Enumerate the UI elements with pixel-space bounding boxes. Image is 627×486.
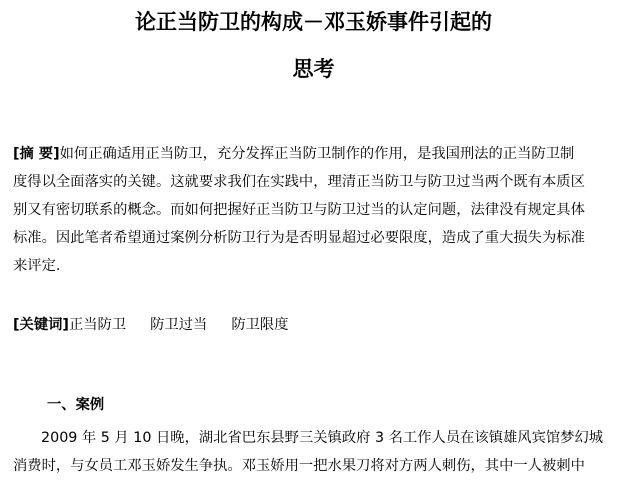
abstract-section: [13, 140, 613, 280]
abstract-line: 标准。因此笔者希望通过案例分析防卫行为是否明显超过必要限度，造成了重大损失为标准: [13, 230, 585, 246]
abstract-text: 如何正确适用正当防卫，充分发挥正当防卫制作的作用，是我国刑法的正当防卫制: [59, 146, 575, 162]
keyword-item: 防卫过当: [150, 317, 208, 333]
section-heading: 一、案例: [47, 397, 105, 413]
abstract-line: 度得以全面落实的关键。这就要求我们在实践中，理清正当防卫与防卫过当两个既有本质区: [13, 174, 585, 190]
case-body-text: [13, 424, 617, 480]
abstract-line: 来评定.: [13, 258, 61, 274]
body-line: 2009 年 5 月 10 日晚，湖北省巴东县野三关镇政府 3 名工作人员在该镇雄风宾馆梦幻城: [41, 430, 604, 446]
abstract-line: 别又有密切联系的概念。而如何把握好正当防卫与防卫过当的认定问题，法律没有规定具体: [13, 202, 585, 218]
keyword-item: 正当防卫: [68, 317, 127, 333]
document-title-line-2: 思考: [292, 56, 335, 81]
keyword-item: 防卫限度: [231, 317, 289, 333]
abstract-line: [13, 140, 613, 168]
keywords-section: [13, 311, 289, 339]
body-line: 消费时，与女员工邓玉娇发生争执。邓玉娇用一把水果刀将对方两人刺伤，其中一人被刺中: [13, 458, 585, 474]
document-title-line-1: 论正当防卫的构成－邓玉娇事件引起的: [135, 9, 492, 34]
keywords-label: [关键词]: [13, 317, 69, 333]
abstract-label: [摘 要]: [13, 146, 60, 162]
